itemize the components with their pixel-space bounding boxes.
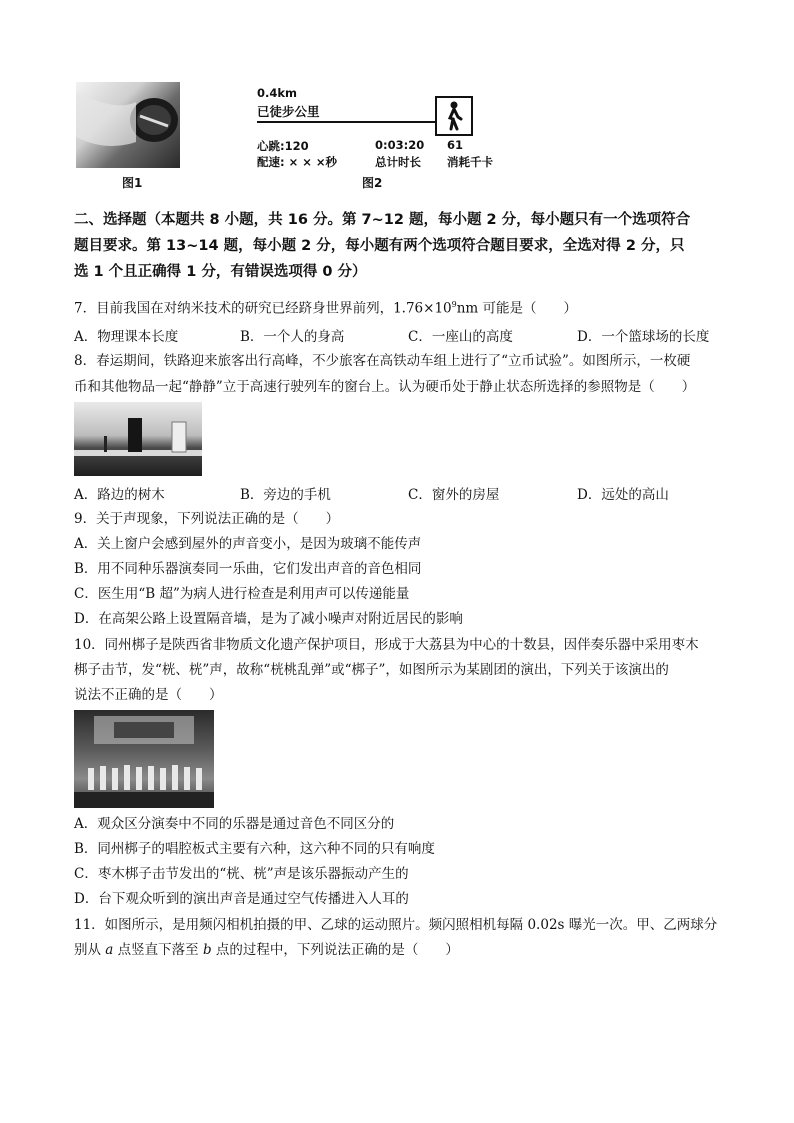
q10-stage-performance-photo xyxy=(74,710,214,808)
figure2-panel xyxy=(255,82,505,172)
q8-stem-line1: 8．春运期间，铁路迎来旅客出行高峰，不少旅客在高铁动车组上进行了“立币试验”。如图所示，一枚硬 xyxy=(74,353,691,369)
app-distance-caption: 已徒步公里 xyxy=(257,104,320,119)
q11-stem-line1: 11．如图所示，是用频闪相机拍摄的甲、乙球的运动照片。频闪照相机每隔 0.02s 曝光一次。甲、乙两球分 xyxy=(74,917,718,933)
q7-stem-exponent: 9 xyxy=(451,300,457,309)
app-calories-label: 消耗千卡 xyxy=(447,155,493,169)
q11-line2-mid: 点竖直下落至 xyxy=(113,942,203,958)
q10-option-c: C．枣木梆子击节发出的“桄、桄”声是该乐器振动产生的 xyxy=(74,866,409,882)
app-distance-value: 0.4km xyxy=(257,86,298,100)
q11-point-a: a xyxy=(105,942,114,958)
q9-option-d: D．在高架公路上设置隔音墙，是为了减小噪声对附近居民的影响 xyxy=(74,611,463,627)
figure2-label: 图2 xyxy=(362,176,383,190)
q10-stem-line2: 梆子击节，发“桄、桄”声，故称“桄桃乱弹”或“梆子”，如图所示为某剧团的演出，下列关于该演出的 xyxy=(74,662,669,678)
app-total-time-value: 0:03:20 xyxy=(375,138,425,152)
q7-stem xyxy=(74,296,577,318)
app-total-time-label: 总计时长 xyxy=(375,155,421,169)
section-heading-line3: 选 1 个且正确得 1 分，有错误选项得 0 分） xyxy=(74,264,367,280)
q9-option-a: A．关上窗户会感到屋外的声音变小，是因为玻璃不能传声 xyxy=(74,536,422,552)
q7-stem-before: 7．目前我国在对纳米技术的研究已经跻身世界前列，1.76×10 xyxy=(74,300,452,317)
q8-option-c: C．窗外的房屋 xyxy=(408,487,500,503)
figure1-photo xyxy=(76,82,180,168)
section-heading-line1: 二、选择题（本题共 8 小题，共 16 分。第 7~12 题，每小题 2 分，每小题只有一个选项符合 xyxy=(74,212,691,228)
q11-stem-line2 xyxy=(74,941,459,959)
q9-stem: 9．关于声现象，下列说法正确的是（ ） xyxy=(74,511,340,527)
watch-illustration xyxy=(76,82,180,168)
app-divider-line xyxy=(257,121,435,123)
section-heading-line2: 题目要求。第 13~14 题，每小题 2 分，每小题有两个选项符合题目要求，全选对得 2 分，只 xyxy=(74,238,685,254)
q8-option-d: D．远处的高山 xyxy=(577,487,669,503)
q11-point-b: b xyxy=(202,942,212,958)
train-window-illustration xyxy=(74,402,202,476)
q9-option-b: B．用不同种乐器演奏同一乐曲，它们发出声音的音色相同 xyxy=(74,561,422,577)
figure1-label: 图1 xyxy=(122,176,143,190)
q9-option-c: C．医生用“B 超”为病人进行检查是利用声可以传递能量 xyxy=(74,586,410,602)
q10-option-a: A．观众区分演奏中不同的乐器是通过音色不同区分的 xyxy=(74,816,395,832)
app-calories-value: 61 xyxy=(447,138,464,152)
q8-option-a: A．路边的树木 xyxy=(74,487,165,503)
q10-stem-line1: 10．同州梆子是陕西省非物质文化遗产保护项目，形成于大荔县为中心的十数县，因伴奏乐器中采用枣木 xyxy=(74,637,699,653)
stage-illustration xyxy=(74,710,214,808)
q11-line2-end: 点的过程中，下列说法正确的是（ ） xyxy=(211,942,459,958)
q11-line2-start: 别从 xyxy=(74,942,106,958)
q7-option-a: A．物理课本长度 xyxy=(74,329,179,345)
q8-option-b: B．旁边的手机 xyxy=(240,487,331,503)
q8-train-window-photo xyxy=(74,402,202,476)
q10-stem-line3: 说法不正确的是（ ） xyxy=(74,687,223,703)
q7-option-b: B．一个人的身高 xyxy=(240,329,345,345)
q7-option-d: D．一个篮球场的长度 xyxy=(577,329,710,345)
app-pace: 配速: × × ×秒 xyxy=(257,155,338,169)
q10-option-b: B．同州梆子的唱腔板式主要有六种，这六种不同的只有响度 xyxy=(74,841,435,857)
q8-stem-line2: 币和其他物品一起“静静”立于高速行驶列车的窗台上。认为硬币处于静止状态所选择的参照物是（ ） xyxy=(74,379,696,395)
q10-option-d: D．台下观众听到的演出声音是通过空气传播进入人耳的 xyxy=(74,891,409,907)
walking-person-icon xyxy=(435,96,473,136)
q7-stem-after: nm 可能是（ ） xyxy=(456,300,578,317)
app-heart-rate: 心跳:120 xyxy=(257,139,309,153)
q7-option-c: C．一座山的高度 xyxy=(408,329,513,345)
